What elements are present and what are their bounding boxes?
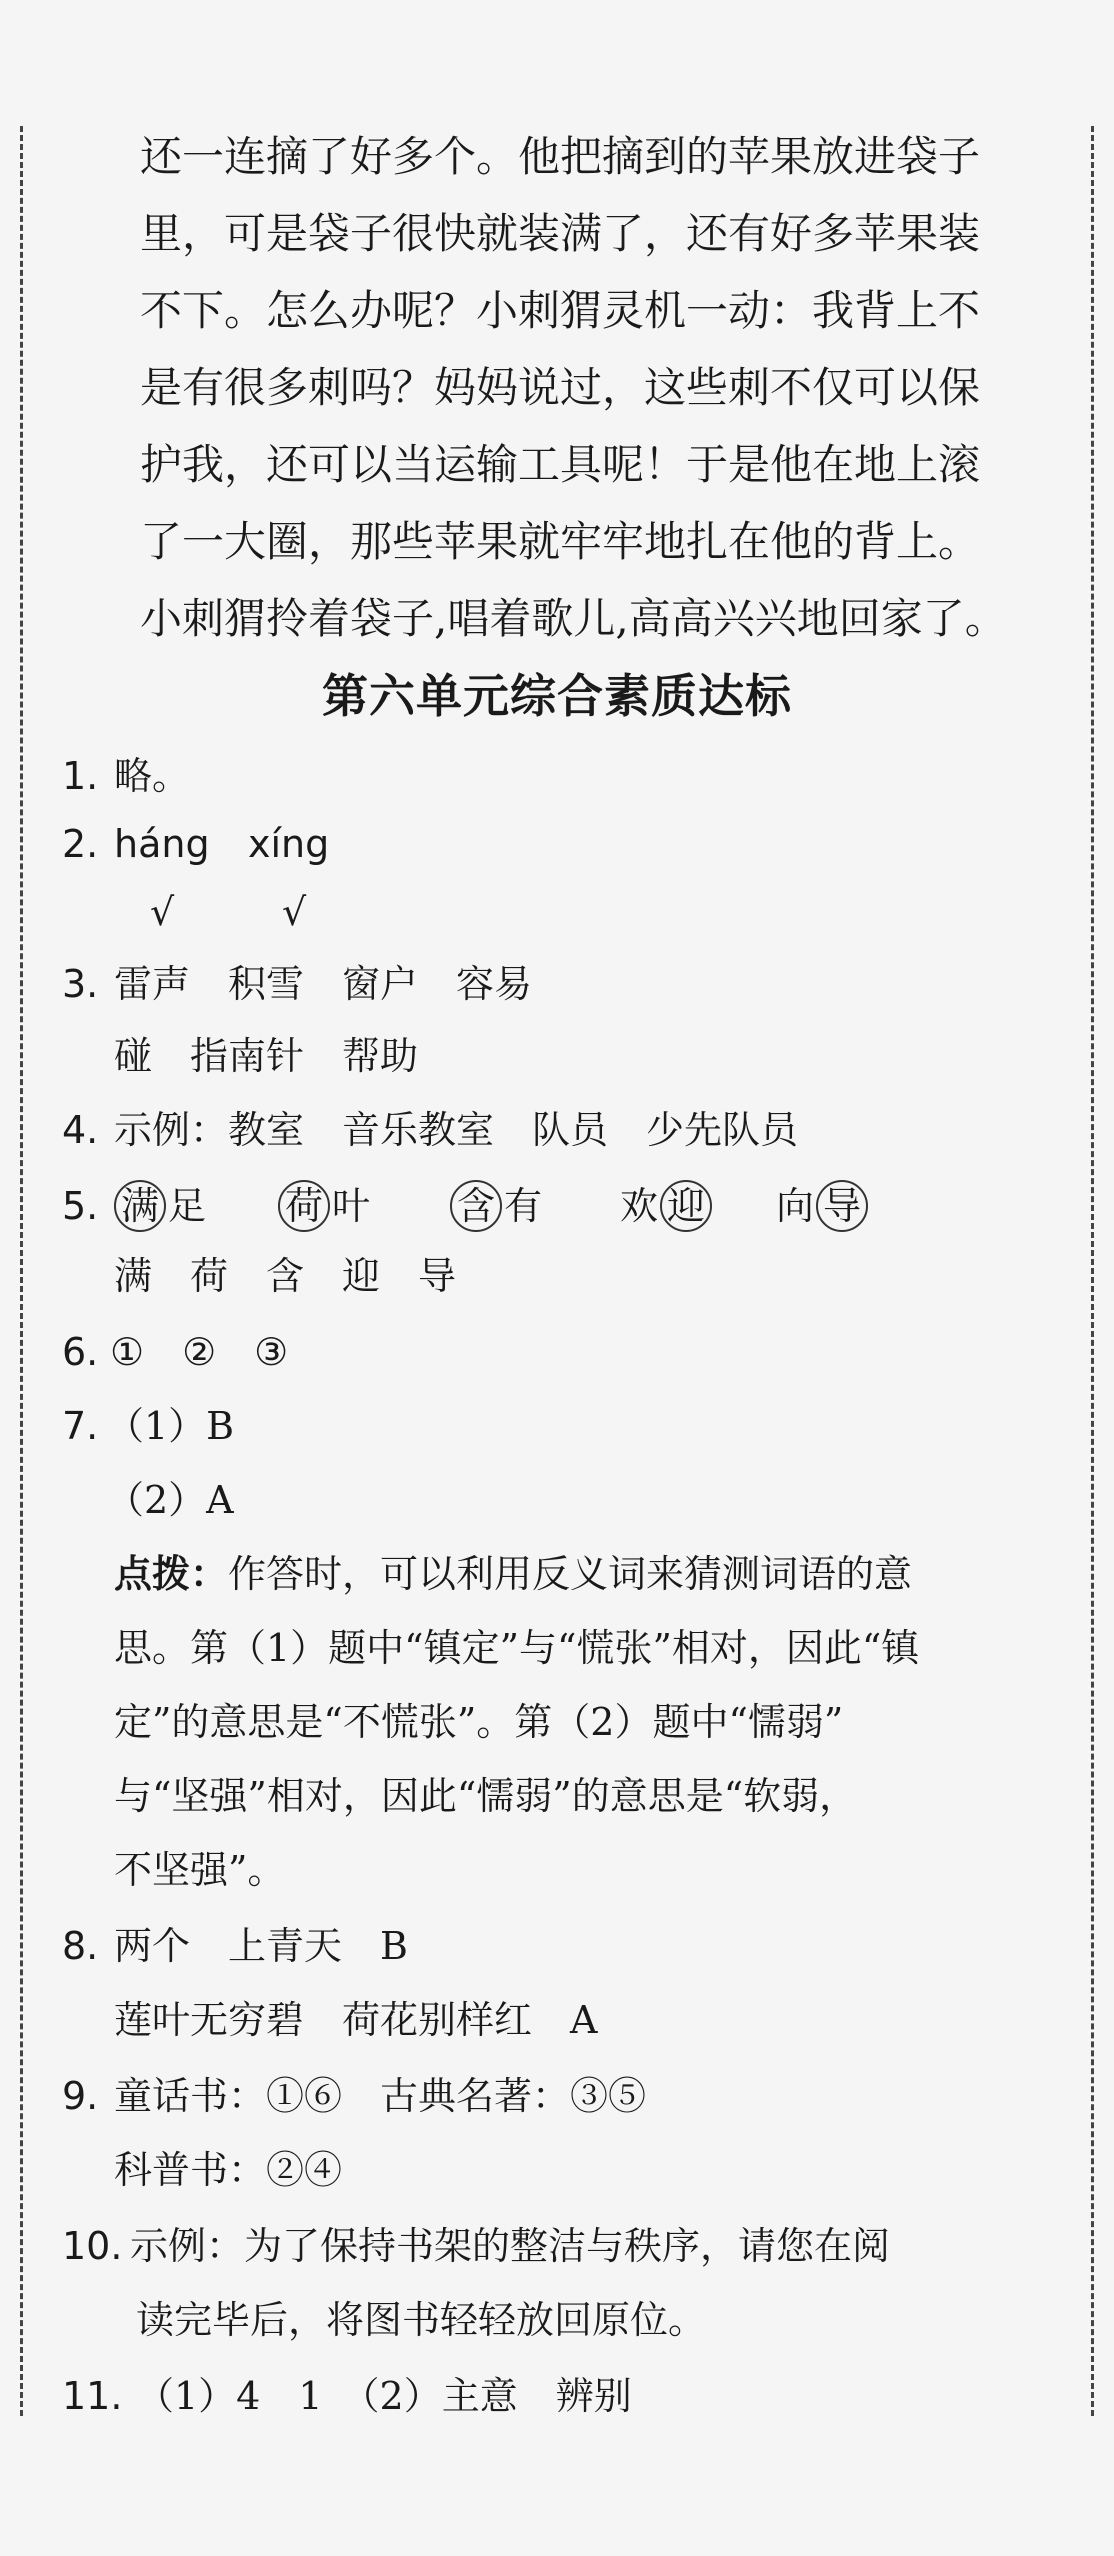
story-line: 小刺猬拎着袋子,唱着歌儿,高高兴兴地回家了。 — [140, 594, 1007, 643]
answer-text: （1）B — [106, 1404, 235, 1448]
circled-word-4 — [620, 1170, 714, 1242]
answer-number: 9. — [62, 2074, 99, 2118]
answer-text: 雷声 积雪 窗户 容易 — [114, 962, 533, 1006]
answer-number: 3. — [62, 962, 99, 1006]
answer-text: 莲叶无穷碧 荷花别样红 A — [114, 1998, 598, 2042]
word-post: 叶 — [332, 1184, 371, 1228]
answer-text: 童话书：①⑥ 古典名著：③⑤ — [114, 2074, 647, 2118]
pinyin-hang: háng — [114, 822, 210, 866]
circled-char: 导 — [816, 1180, 868, 1232]
word-post: 足 — [168, 1184, 207, 1228]
example-label: 示例： — [114, 1108, 229, 1152]
answer-text: ① ② ③ — [110, 1330, 289, 1374]
circled-word-3 — [448, 1170, 542, 1242]
tip-text: 定”的意思是“不慌张”。第（2）题中“懦弱” — [114, 1700, 844, 1744]
check-mark-2: √ — [282, 890, 307, 934]
answer-text: 教室 音乐教室 队员 少先队员 — [228, 1108, 799, 1152]
answer-text: （1）4 1 （2）主意 辨别 — [136, 2374, 632, 2418]
answer-text: 读完毕后，将图书轻轻放回原位。 — [136, 2298, 707, 2342]
answer-text: 碰 指南针 帮助 — [114, 1034, 419, 1078]
story-line: 护我，还可以当运输工具呢！于是他在地上滚 — [140, 440, 981, 489]
story-line: 还一连摘了好多个。他把摘到的苹果放进袋子 — [140, 132, 981, 181]
answer-number: 6. — [62, 1330, 99, 1374]
word-pre: 欢 — [620, 1184, 659, 1228]
tip-text: 不坚强”。 — [114, 1848, 286, 1892]
answer-number: 8. — [62, 1924, 99, 1968]
circled-char: 荷 — [278, 1180, 330, 1232]
story-line: 不下。怎么办呢？小刺猬灵机一动：我背上不 — [140, 286, 981, 335]
answer-number: 11. — [62, 2374, 123, 2418]
answer-number: 1. — [62, 754, 99, 798]
circled-char: 满 — [114, 1180, 166, 1232]
answer-text: （2）A — [106, 1478, 234, 1522]
tip-text: 思。第（1）题中“镇定”与“慌张”相对，因此“镇 — [114, 1626, 920, 1670]
circled-word-2 — [276, 1170, 370, 1242]
word-post: 有 — [504, 1184, 543, 1228]
answer-text: 科普书：②④ — [114, 2148, 343, 2192]
word-pre: 向 — [776, 1184, 815, 1228]
tip-label: 点拨： — [114, 1552, 229, 1596]
answer-number: 5. — [62, 1184, 99, 1228]
example-label: 示例： — [130, 2224, 245, 2268]
right-dashed-border — [1091, 126, 1094, 2416]
tip-content — [114, 1538, 912, 1610]
circled-word-5 — [776, 1170, 870, 1242]
story-line: 是有很多刺吗？妈妈说过，这些刺不仅可以保 — [140, 363, 981, 412]
answer-text: 两个 上青天 B — [114, 1924, 408, 1968]
answer-number: 10. — [62, 2224, 123, 2268]
answer-number: 7. — [62, 1404, 99, 1448]
story-line: 了一大圈，那些苹果就牢牢地扎在他的背上。 — [140, 517, 981, 566]
answer-10-content — [130, 2210, 890, 2282]
story-paragraph — [140, 118, 1060, 657]
answer-4-content — [114, 1094, 798, 1166]
left-dashed-border — [20, 126, 23, 2416]
answer-text: 为了保持书架的整洁与秩序，请您在阅 — [244, 2224, 891, 2268]
answer-number: 2. — [62, 822, 99, 866]
answer-text: 满 荷 含 迎 导 — [114, 1254, 457, 1298]
circled-word-1 — [112, 1170, 206, 1242]
check-mark-1: √ — [150, 890, 175, 934]
tip-text: 与“坚强”相对，因此“懦弱”的意思是“软弱， — [114, 1774, 858, 1818]
tip-text: 作答时，可以利用反义词来猜测词语的意 — [228, 1552, 913, 1596]
answer-text: 略。 — [114, 754, 191, 798]
story-line: 里，可是袋子很快就装满了，还有好多苹果装 — [140, 209, 981, 258]
pinyin-xing: xíng — [248, 822, 330, 866]
circled-char: 迎 — [660, 1180, 712, 1232]
circled-char: 含 — [450, 1180, 502, 1232]
section-title: 第六单元综合素质达标 — [322, 669, 792, 723]
answer-number: 4. — [62, 1108, 99, 1152]
